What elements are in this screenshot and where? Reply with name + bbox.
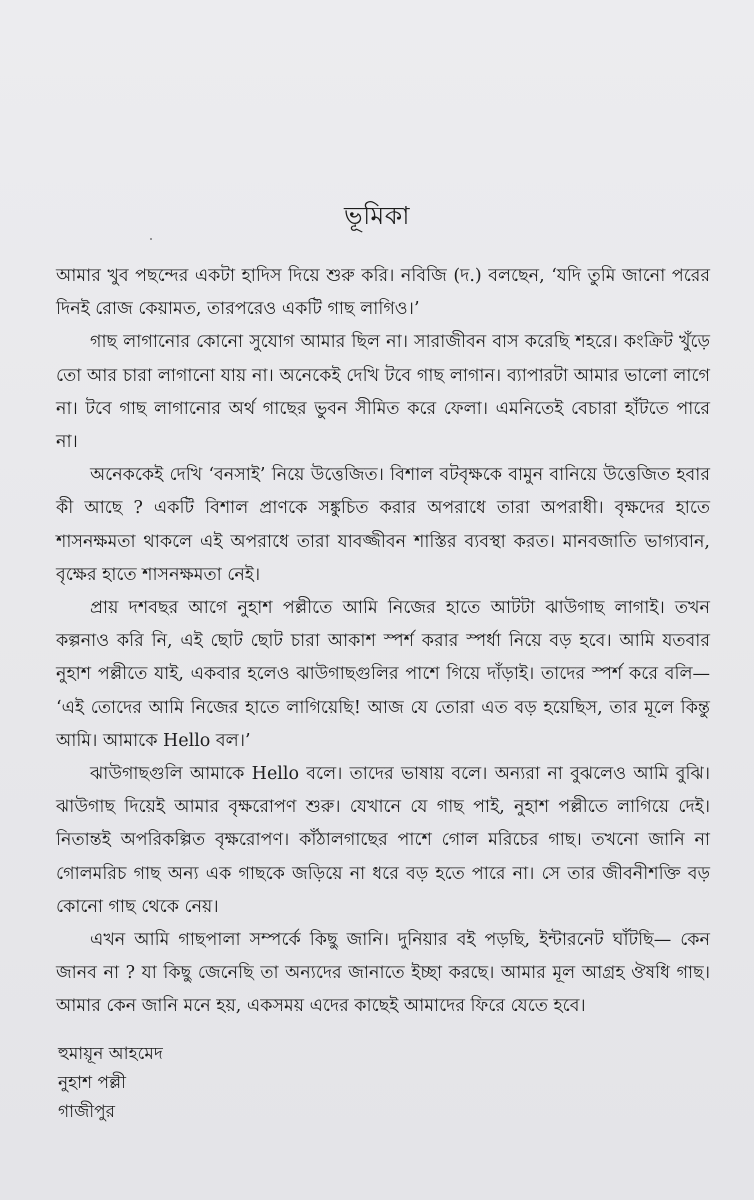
paragraph: আমার খুব পছন্দের একটা হাদিস দিয়ে শুরু করি। নবিজি (দ.) বলছেন, ‘যদি তুমি জানো পরের দিনই রোজ কেয়ামত, তারপরেও একটি গাছ লাগিও।’ — [56, 266, 710, 320]
paragraph: গাছ লাগানোর কোনো সুযোগ আমার ছিল না। সারাজীবন বাস করেছি শহরে। কংক্রিট খুঁড়ে তো আর চারা লাগানো যায় না। অনেকেই দেখি টবে গাছ লাগান। ব্যাপারটা আমার ভালো লাগে না। টবে গাছ লাগানোর অর্থ গাছের ভুবন সীমিত করে ফেলা। এমনিতেই বেচারা হাঁটতে পারে না। — [56, 332, 710, 453]
signature-place: নুহাশ পল্লী — [58, 1073, 126, 1093]
signature-block — [58, 1040, 163, 1127]
paragraph: এখন আমি গাছপালা সম্পর্কে কিছু জানি। দুনিয়ার বই পড়ছি, ইন্টারনেট ঘাঁটছি— কেন জানব না ? যা কিছু জেনেছি তা অন্যদের জানাতে ইচ্ছা করছে। আমার মূল আগ্রহ ঔষধি গাছ। আমার কেন জানি মনে হয়, একসময় এদের কাছেই আমাদের ফিরে যেতে হবে। — [56, 930, 710, 1017]
paragraph: ঝাউগাছগুলি আমাকে Hello বলে। তাদের ভাষায় বলে। অন্যরা না বুঝলেও আমি বুঝি। ঝাউগাছ দিয়েই আমার বৃক্ষরোপণ শুরু। যেখানে যে গাছ পাই, নুহাশ পল্লীতে লাগিয়ে দেই। নিতান্তই অপরিকল্পিত বৃক্ষরোপণ। কাঁঠালগাছের পাশে গোল মরিচের গাছ। তখনো জানি না গোলমরিচ গাছ অন্য এক গাছকে জড়িয়ে না ধরে বড় হতে পারে না। সে তার জীবনীশক্তি বড় কোনো গাছ থেকে নেয়। — [56, 764, 710, 917]
signature-district: গাজীপুর — [58, 1102, 116, 1122]
author-name: হুমায়ূন আহমেদ — [58, 1044, 163, 1064]
page-title: ভূমিকা — [344, 201, 410, 230]
paragraph: অনেককেই দেখি ‘বনসাই’ নিয়ে উত্তেজিত। বিশাল বটবৃক্ষকে বামুন বানিয়ে উত্তেজিত হবার কী আছে ? একটি বিশাল প্রাণকে সঙ্কুচিত করার অপরাধে তারা অপরাধী। বৃক্ষদের হাতে শাসনক্ষমতা থাকলে এই অপরাধে তারা যাবজ্জীবন শাস্তির ব্যবস্থা করত। মানবজাতি ভাগ্যবান, বৃক্ষের হাতে শাসনক্ষমতা নেই। — [56, 465, 710, 585]
preface-body — [56, 260, 710, 1024]
paragraph: প্রায় দশবছর আগে নুহাশ পল্লীতে আমি নিজের হাতে আটটা ঝাউগাছ লাগাই। তখন কল্পনাও করি নি, এই ছোট ছোট চারা আকাশ স্পর্শ করার স্পর্ধা নিয়ে বড় হবে। আমি যতবার নুহাশ পল্লীতে যাই, একবার হলেও ঝাউগাছগুলির পাশে গিয়ে দাঁড়াই। তাদের স্পর্শ করে বলি— ‘এই তোদের আমি নিজের হাতে লাগিয়েছি! আজ যে তোরা এত বড় হয়েছিস, তার মূলে কিন্তু আমি। আমাকে Hello বল।’ — [56, 598, 710, 751]
